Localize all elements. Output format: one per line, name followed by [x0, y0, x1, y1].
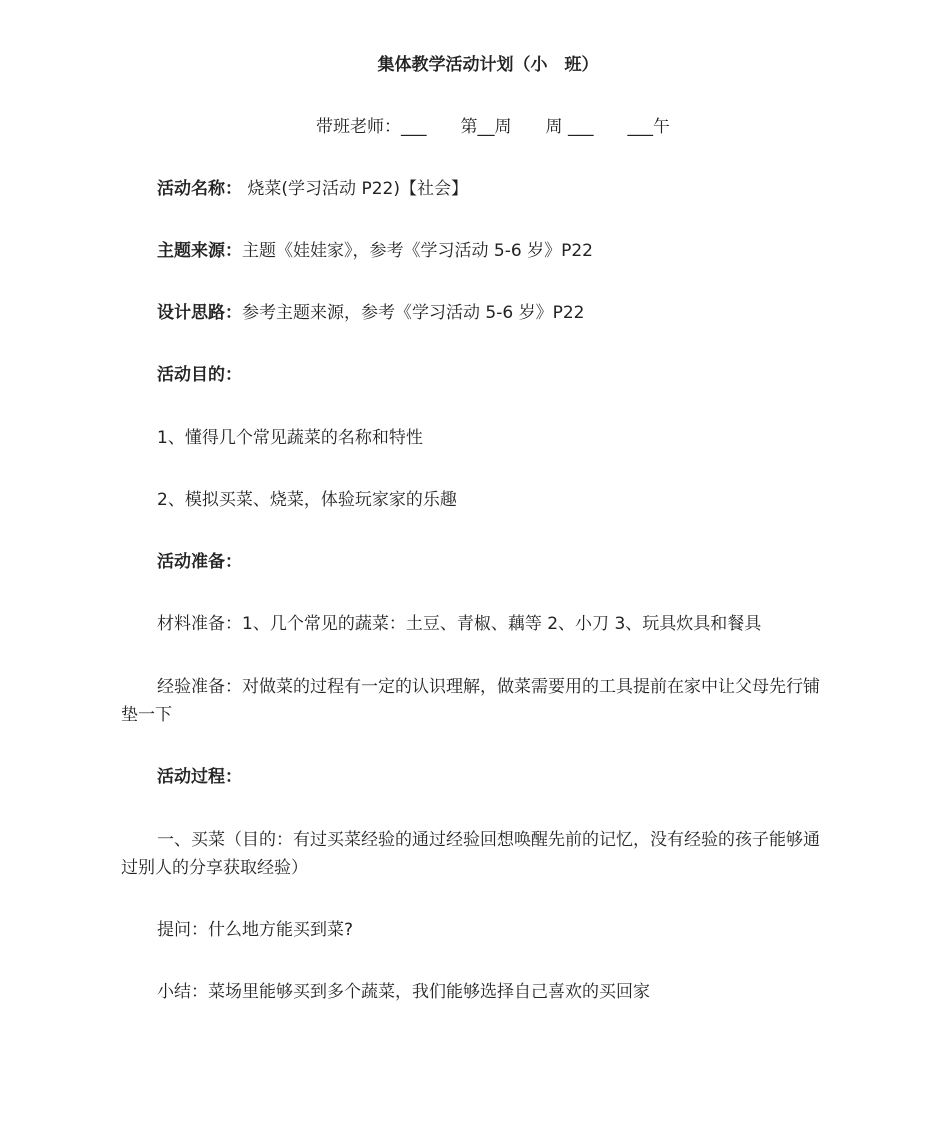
process-heading: 活动过程：: [157, 767, 242, 787]
teacher-week-line: 带班老师：___ 第__周 周 ___ ___午: [316, 117, 670, 137]
preparation-heading: 活动准备：: [157, 552, 242, 572]
activity-name-label: 活动名称：: [157, 179, 242, 199]
goal-item-1: 1、懂得几个常见蔬菜的名称和特性: [157, 428, 423, 448]
experience-preparation: 经验准备：对做菜的过程有一定的认识理解，做菜需要用的工具提前在家中让父母先行铺垫一下: [121, 677, 820, 725]
design-idea-row: [157, 300, 584, 326]
materials-preparation: 材料准备：1、几个常见的蔬菜：土豆、青椒、藕等 2、小刀 3、玩具炊具和餐具: [157, 614, 762, 634]
process-summary: 小结：菜场里能够买到多个蔬菜，我们能够选择自己喜欢的买回家: [157, 982, 650, 1002]
goal-item-2: 2、模拟买菜、烧菜，体验玩家家的乐趣: [157, 490, 457, 510]
activity-name-value: 烧菜(学习活动 P22)【社会】: [242, 179, 468, 199]
activity-name-row: [157, 176, 468, 202]
process-step-1: 一、买菜（目的：有过买菜经验的通过经验回想唤醒先前的记忆，没有经验的孩子能够通过别人的分享获取经验）: [121, 830, 820, 878]
goals-heading: 活动目的：: [157, 365, 242, 385]
theme-source-row: [157, 238, 593, 264]
document-title: 集体教学活动计划（小 班）: [377, 55, 599, 75]
design-idea-label: 设计思路：: [157, 303, 242, 323]
theme-source-label: 主题来源：: [157, 241, 242, 261]
process-question: 提问：什么地方能买到菜?: [157, 920, 354, 940]
theme-source-value: 主题《娃娃家》，参考《学习活动 5-6 岁》P22: [242, 241, 593, 261]
design-idea-value: 参考主题来源，参考《学习活动 5-6 岁》P22: [242, 303, 585, 323]
